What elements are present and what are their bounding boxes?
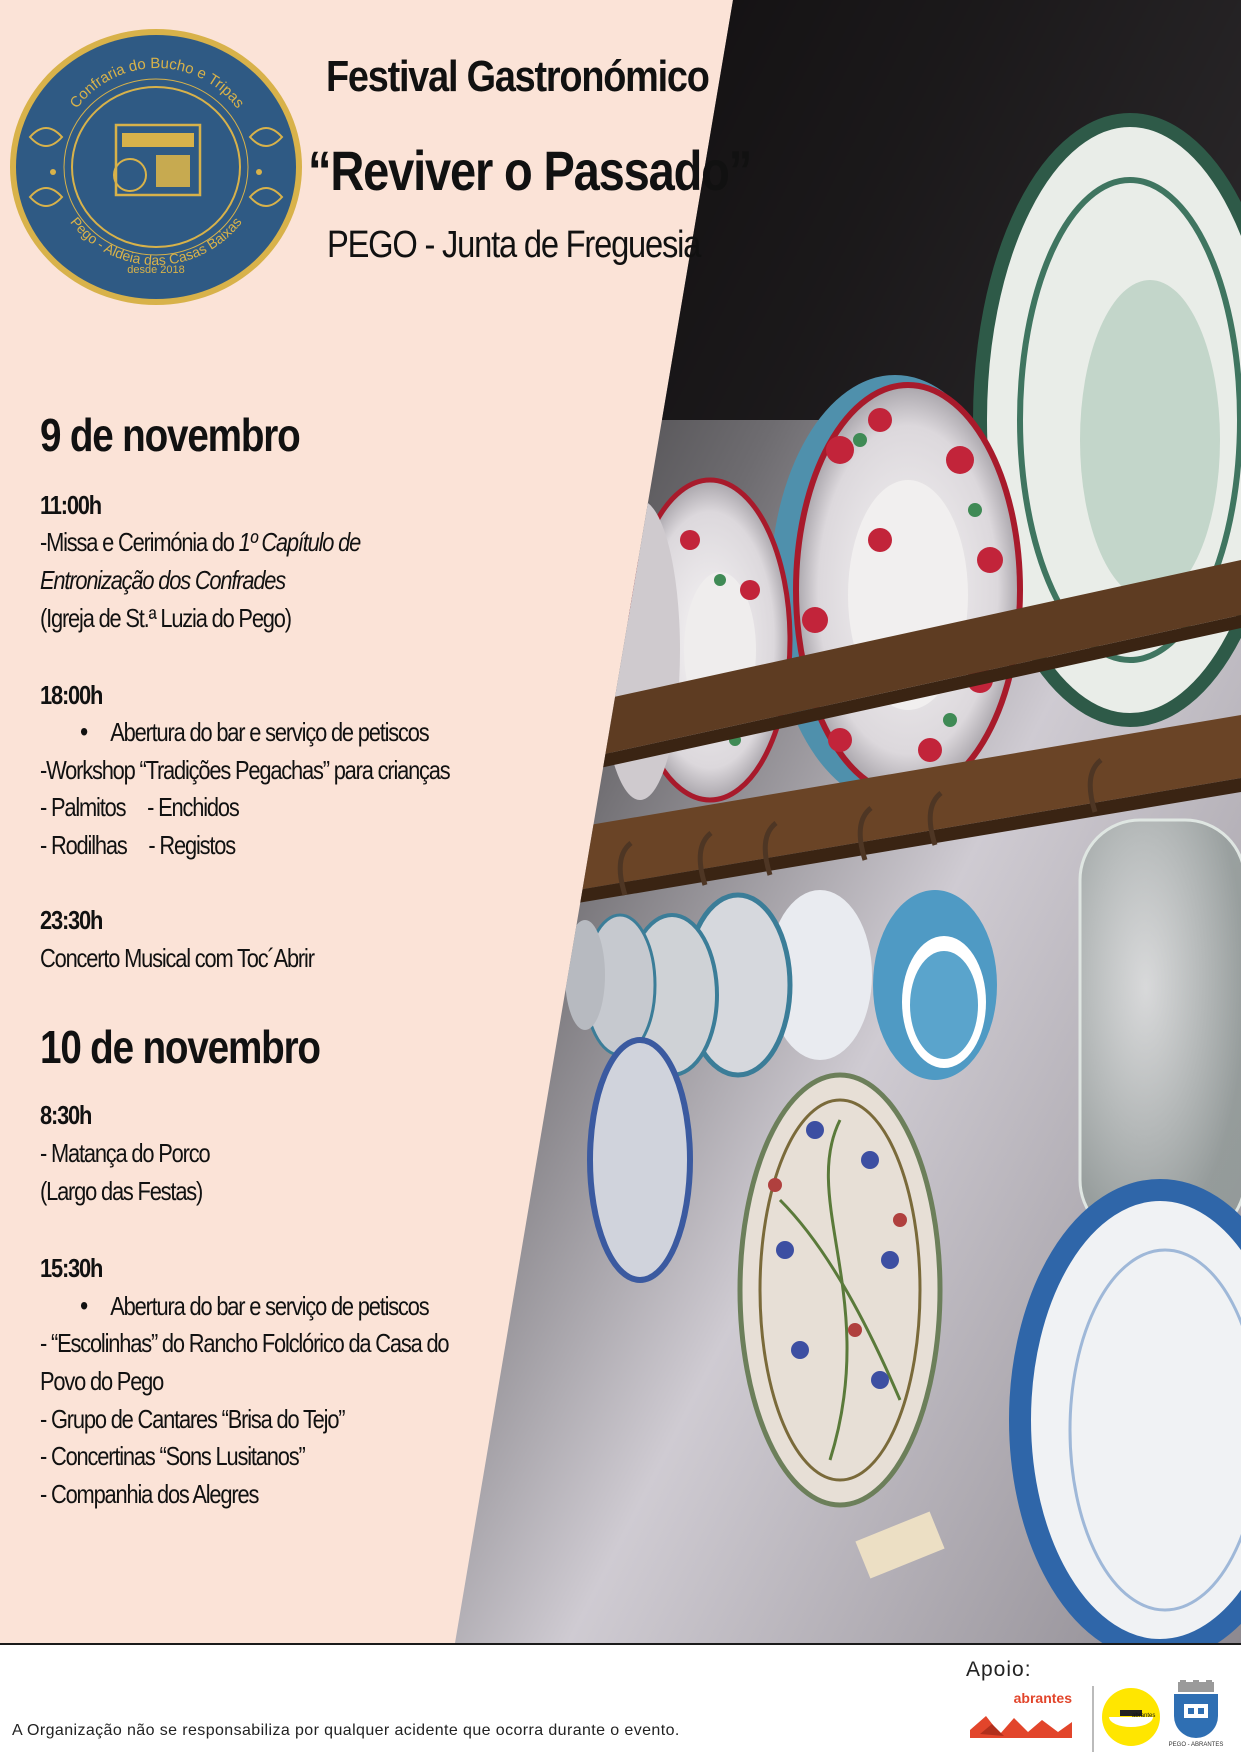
day2-concertinas-line: - Concertinas “Sons Lusitanos” (40, 1441, 305, 1471)
disclaimer-text: A Organização não se responsabiliza por qualquer acidente que ocorra durante o evento. (12, 1722, 680, 1739)
festival-subtitle: “Reviver o Passado” (308, 139, 752, 202)
logo-since-text: desde 2018 (127, 264, 185, 276)
day2-escolinhas-line1: - “Escolinhas” do Rancho Folclórico da Casa do (40, 1328, 449, 1358)
workshop-item-rodilhas: - Rodilhas (40, 830, 127, 860)
workshop-item-enchidos: - Enchidos (147, 792, 239, 822)
logo-top-text: Confraria do Bucho e Tripas (66, 54, 248, 112)
coat-of-arms-icon (1166, 1680, 1226, 1742)
sponsor-pego-crest (1166, 1680, 1226, 1754)
sponsor-yellow-logo (1092, 1686, 1166, 1752)
sponsor-abrantes-name: abrantes (1013, 1690, 1072, 1706)
sponsor-pego-caption: PEGO - ABRANTES (1168, 1742, 1224, 1748)
day2-title: 10 de novembro (40, 1021, 320, 1073)
day2-companhia-line: - Companhia dos Alegres (40, 1479, 259, 1509)
day2-time-0830: 8:30h (40, 1100, 92, 1130)
confraria-logo (8, 27, 303, 307)
workshop-item-registos: - Registos (148, 830, 235, 860)
organizer-line: PEGO - Junta de Freguesia (327, 224, 701, 266)
day1-workshop-line: -Workshop “Tradições Pegachas” para crianças (40, 755, 450, 785)
day2-bar-bullet: • Abertura do bar e serviço de petiscos (80, 1291, 429, 1321)
day2-time-1530: 15:30h (40, 1253, 103, 1283)
day1-bar-bullet: • Abertura do bar e serviço de petiscos (80, 717, 429, 747)
day2-escolinhas-line2: Povo do Pego (40, 1366, 164, 1396)
day1-mass-text: -Missa e Cerimónia do (40, 527, 239, 557)
day1-mass-line2: Entronização dos Confrades (40, 565, 286, 595)
day1-time-1100: 11:00h (40, 490, 101, 520)
day2-matanca-location: (Largo das Festas) (40, 1176, 203, 1206)
support-label: Apoio: (966, 1658, 1032, 1681)
day1-time-2330: 23:30h (40, 905, 103, 935)
day1-title: 9 de novembro (40, 409, 300, 461)
logo-bottom-text: Pego - Aldeia das Casas Baixas (67, 213, 245, 269)
day2-cantares-line: - Grupo de Cantares “Brisa do Tejo” (40, 1404, 345, 1434)
day1-workshop-row1 (40, 792, 239, 822)
abrantes-wave-icon (966, 1708, 1076, 1742)
day1-mass-location: (Igreja de St.ª Luzia do Pego) (40, 603, 291, 633)
sponsor-yellow-name: abrantes (1132, 1713, 1156, 1719)
sponsor-abrantes-logo (966, 1690, 1076, 1742)
day1-concert-line: Concerto Musical com Toc´Abrir (40, 943, 314, 973)
day1-mass-line1 (40, 527, 360, 557)
festival-title: Festival Gastronómico (326, 52, 709, 101)
day1-chapter-text: 1º Capítulo de (238, 527, 361, 557)
day1-time-1800: 18:00h (40, 680, 103, 710)
workshop-item-palmitos: - Palmitos (40, 792, 126, 822)
day1-workshop-row2 (40, 830, 235, 860)
day2-matanca-line: - Matança do Porco (40, 1138, 210, 1168)
